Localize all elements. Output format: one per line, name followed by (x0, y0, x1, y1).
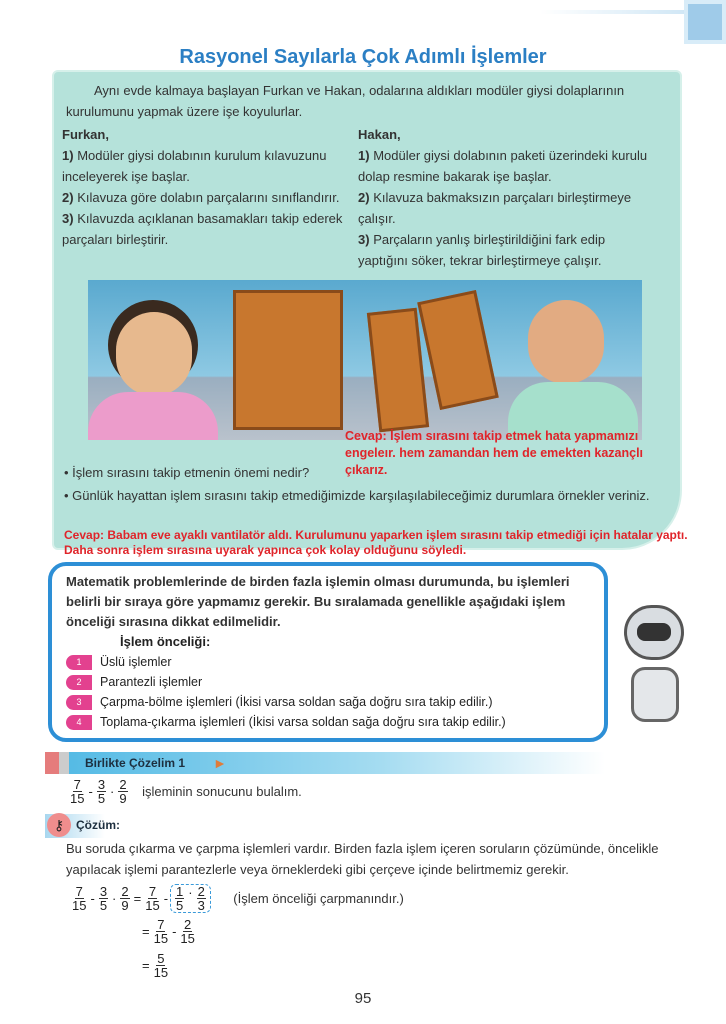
priority-heading: İşlem önceliği: (120, 634, 211, 649)
math-symbol: 15 (145, 898, 160, 913)
question-text: İşlem sırasını takip etmenin önemi nedir? (72, 465, 310, 480)
wardrobe-door (417, 290, 499, 410)
math-symbol: 2 (121, 884, 129, 899)
priority-item (66, 652, 590, 672)
priority-frame (170, 884, 211, 913)
math-symbol: 7 (148, 884, 157, 899)
question-2: • Günlük hayattan işlem sırasını takip etmediğimizde karşılaşılabileceğimiz durumlara örnekler veriniz. (64, 488, 650, 503)
page-number: 95 (354, 990, 372, 1007)
math-symbol: 3 (99, 884, 108, 899)
fraction (154, 918, 168, 945)
decor-square (684, 0, 726, 44)
step-text: Kılavuzda açıklanan basamakları takip ederek parçaları birleştirir. (62, 211, 343, 247)
math-symbol: 15 (70, 791, 85, 806)
math-symbol: 5 (157, 951, 165, 966)
hakan-name: Hakan, (358, 127, 401, 142)
math-symbol: 15 (180, 931, 195, 946)
example-label: Birlikte Çözelim 1 (85, 756, 186, 770)
priority-number: 4 (66, 715, 92, 730)
solution-step-1 (70, 884, 404, 913)
hakan-step (358, 145, 658, 187)
priority-item (66, 712, 590, 732)
boy-shirt (88, 392, 218, 440)
furkan-name: Furkan, (62, 127, 109, 142)
step-text: Modüler giysi dolabının paketi üzerindeki kurulu dolap resmine bakarak işe başlar. (358, 148, 648, 184)
page-title: Rasyonel Sayılarla Çok Adımlı İşlemler (179, 46, 547, 68)
solution-text: Bu soruda çıkarma ve çarpma işlemleri vardır. Birden fazla işlem içeren soruların çözümünde, öncelikle yapılacak işlemi parantezlerle veya örneklerdeki gibi çerçeve içinde belirtmemiz gerekir. (66, 841, 659, 877)
furkan-step (62, 187, 352, 208)
priority-text: Parantezli işlemler (100, 675, 203, 689)
priority-number: 2 (66, 675, 92, 690)
robot-body (631, 667, 679, 722)
math-symbol: · (110, 784, 115, 799)
info-box (48, 562, 608, 742)
arrow-icon: ► (213, 755, 227, 771)
step-text: Parçaların yanlış birleştirildiğini fark edip yaptığını söker, tekrar birleştirmeye çalışır. (358, 232, 606, 268)
answer-1: Cevap: İşlem sırasını takip etmek hata yapmamızı engeleır. hem zamandan hem de emekten kazançlı çıkarız. (345, 429, 644, 477)
solution-step-2 (140, 918, 197, 945)
math-symbol: 5 (97, 791, 106, 806)
math-symbol: 3 (97, 777, 106, 792)
hakan-step (358, 187, 658, 229)
boy-face (116, 312, 192, 396)
wardrobe-illustration (88, 280, 642, 440)
priority-text: Üslü işlemler (100, 655, 172, 669)
furkan-step (62, 145, 352, 187)
furkan-step (62, 208, 352, 250)
math-symbol: = (142, 958, 150, 973)
decor-line (540, 10, 690, 14)
math-symbol: · (188, 885, 193, 900)
math-symbol: 7 (75, 884, 83, 899)
step-number: 2) (358, 190, 370, 205)
fraction (120, 885, 129, 912)
priority-number: 3 (66, 695, 92, 710)
furkan-column (62, 124, 352, 250)
math-symbol: 2 (197, 884, 205, 899)
math-symbol: 1 (176, 884, 184, 899)
example-task (68, 778, 302, 805)
step-number: 1) (62, 148, 74, 163)
fraction (154, 952, 168, 979)
question-text: Günlük hayattan işlem sırasını takip etmediğimizde karşılaşılabileceğimiz durumlara örnekler veriniz. (72, 488, 650, 503)
step-number: 2) (62, 190, 74, 205)
fraction (197, 885, 206, 912)
math-symbol: 15 (153, 931, 169, 946)
task-text: işleminin sonucunu bulalım. (142, 784, 302, 799)
step-number: 3) (358, 232, 370, 247)
wardrobe-assembled (233, 290, 343, 430)
step-text: Kılavuza göre dolabın parçalarını sınıflandırır. (77, 190, 340, 205)
priority-text: Çarpma-bölme işlemleri (İkisi varsa soldan sağa doğru sıra takip edilir.) (100, 695, 493, 709)
math-symbol: 2 (119, 777, 127, 792)
fraction (72, 885, 86, 912)
math-symbol: - (88, 784, 93, 799)
priority-item (66, 692, 590, 712)
solution-note: (İşlem önceliği çarpmanındır.) (233, 891, 404, 906)
math-symbol: = (133, 891, 142, 906)
math-symbol: 7 (157, 917, 165, 932)
math-symbol: 2 (184, 917, 192, 932)
fraction (145, 885, 159, 912)
solution-label: Çözüm: (76, 818, 120, 832)
priority-text: Toplama-çıkarma işlemleri (İkisi varsa soldan sağa doğru sıra takip edilir.) (100, 715, 506, 729)
math-symbol: 3 (197, 898, 205, 913)
hakan-step (358, 229, 658, 271)
math-symbol: 5 (99, 898, 108, 913)
step-number: 3) (62, 211, 74, 226)
fraction (180, 918, 194, 945)
wardrobe-panel (367, 308, 429, 433)
math-symbol: - (90, 891, 95, 906)
fraction (97, 778, 106, 805)
solution-step-3 (140, 952, 170, 979)
fraction (70, 778, 84, 805)
step-text: Modüler giysi dolabının kurulum kılavuzunu inceleyerek işe başlar. (62, 148, 327, 184)
example-band (45, 752, 605, 774)
math-symbol: 9 (121, 898, 129, 913)
math-symbol: 15 (72, 898, 87, 913)
band-marker (45, 752, 59, 774)
priority-item (66, 672, 590, 692)
math-symbol: - (163, 891, 169, 906)
step-text: Kılavuza bakmaksızın parçaları birleştirmeye çalışır. (358, 190, 632, 226)
question-1: • İşlem sırasını takip etmenin önemi nedir? (64, 465, 310, 480)
math-symbol: 9 (119, 791, 127, 806)
intro-text: Aynı evde kalmaya başlayan Furkan ve Hakan, odalarına aldıkları modüler giysi dolaplarının kurulumunu yapmak üzere işe koyulurlar. (66, 83, 625, 119)
math-symbol: 7 (73, 777, 81, 792)
priority-number: 1 (66, 655, 92, 670)
hakan-column (358, 124, 658, 271)
key-icon: ⚷ (47, 813, 71, 837)
answer-2: Cevap: Babam eve ayaklı vantilatör aldı. Kurulumunu yaparken işlem sırasını takip etmediği için hatalar yaptı. Daha sonra işlem sırasına uyarak yapınca çok kolay olduğunu söyledi. (64, 528, 688, 557)
band-marker-grey (59, 752, 69, 774)
math-symbol: - (172, 924, 177, 939)
fraction (118, 778, 127, 805)
math-symbol: · (112, 891, 117, 906)
math-symbol: = (142, 924, 150, 939)
man-face (528, 300, 604, 384)
fraction (175, 885, 184, 912)
info-text: Matematik problemlerinde de birden fazla işlemin olması durumunda, bu işlemleri belirli bir sıraya göre yapmamız gerekir. Bu sıralamada genellikle aşağıdaki işlem önceliği sırasına dikkat edilmelidir. (66, 574, 570, 629)
step-number: 1) (358, 148, 370, 163)
robot-eyes (637, 623, 671, 641)
math-symbol: 15 (153, 965, 169, 980)
math-symbol: 5 (176, 898, 184, 913)
fraction (99, 885, 108, 912)
robot-illustration (614, 605, 709, 735)
